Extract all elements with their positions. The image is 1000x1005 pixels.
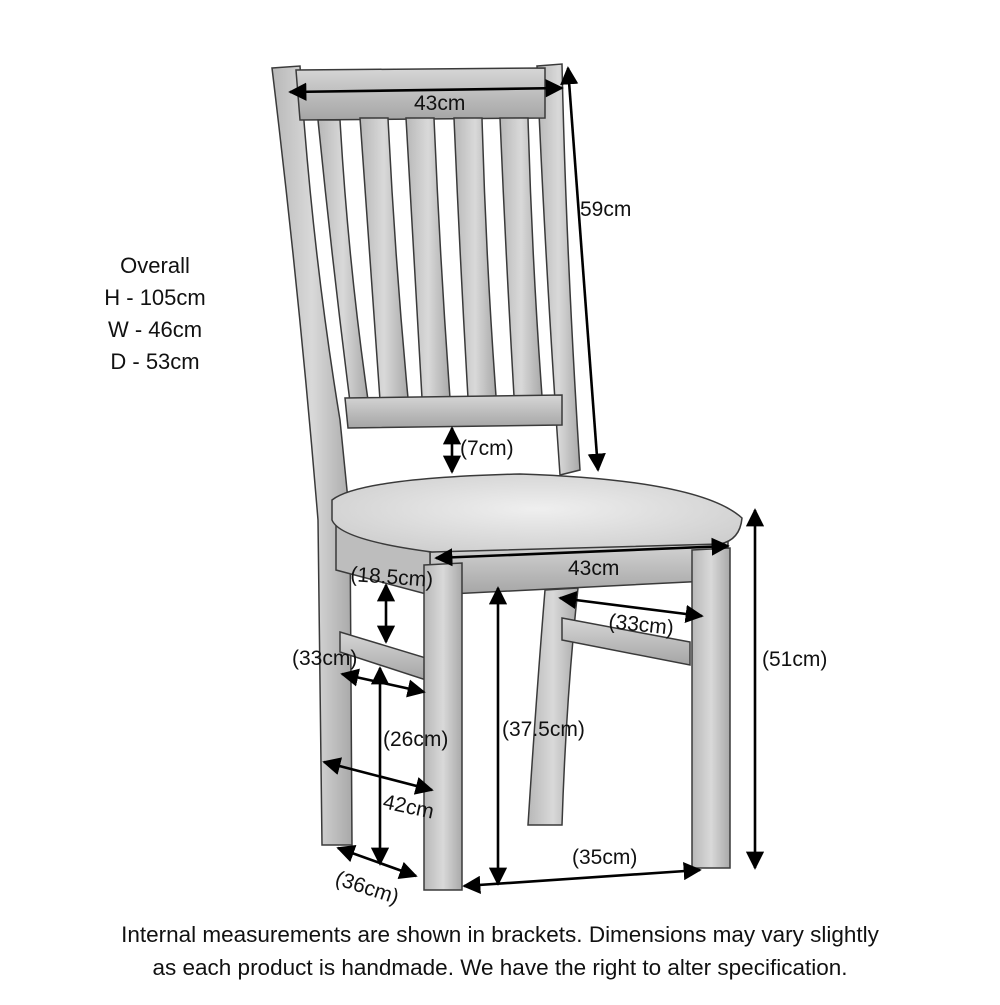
front-right-leg bbox=[692, 548, 730, 868]
label-seat-width: 43cm bbox=[568, 557, 620, 580]
label-front-rail: (18.5cm) bbox=[349, 563, 434, 592]
back-slat bbox=[406, 118, 450, 398]
label-back-width: 43cm bbox=[414, 92, 466, 115]
overall-depth: D - 53cm bbox=[110, 349, 200, 374]
overall-dimensions bbox=[60, 250, 250, 378]
overall-heading: Overall bbox=[120, 253, 190, 278]
label-front-inner-width: (35cm) bbox=[572, 846, 638, 869]
arrow-front-inner-width bbox=[464, 870, 700, 886]
note-line-1: Internal measurements are shown in brackets. Dimensions may vary slightly bbox=[121, 922, 879, 947]
label-back-height: 59cm bbox=[580, 198, 632, 221]
back-lower-rail bbox=[345, 395, 562, 428]
overall-height: H - 105cm bbox=[104, 285, 206, 310]
back-slat bbox=[500, 118, 542, 396]
label-side-inner-depth: (36cm) bbox=[332, 866, 402, 909]
back-slat bbox=[360, 118, 408, 400]
disclaimer-note bbox=[0, 918, 1000, 984]
label-left-rail-inner: (33cm) bbox=[292, 647, 358, 670]
label-seat-height: (51cm) bbox=[762, 648, 828, 671]
arrow-left-rail-inner bbox=[342, 674, 424, 692]
front-left-leg bbox=[424, 563, 462, 890]
label-seat-depth: 42cm bbox=[380, 790, 436, 824]
label-stretcher-height: (26cm) bbox=[383, 728, 449, 751]
note-line-2: as each product is handmade. We have the right to alter specification. bbox=[152, 955, 848, 980]
label-leg-inner-height: (37.5cm) bbox=[502, 718, 585, 741]
label-back-gap: (7cm) bbox=[460, 437, 514, 460]
seat-cushion bbox=[332, 474, 742, 552]
label-side-rail-inner: (33cm) bbox=[607, 610, 675, 640]
back-slat bbox=[454, 118, 496, 398]
overall-width: W - 46cm bbox=[107, 317, 203, 342]
